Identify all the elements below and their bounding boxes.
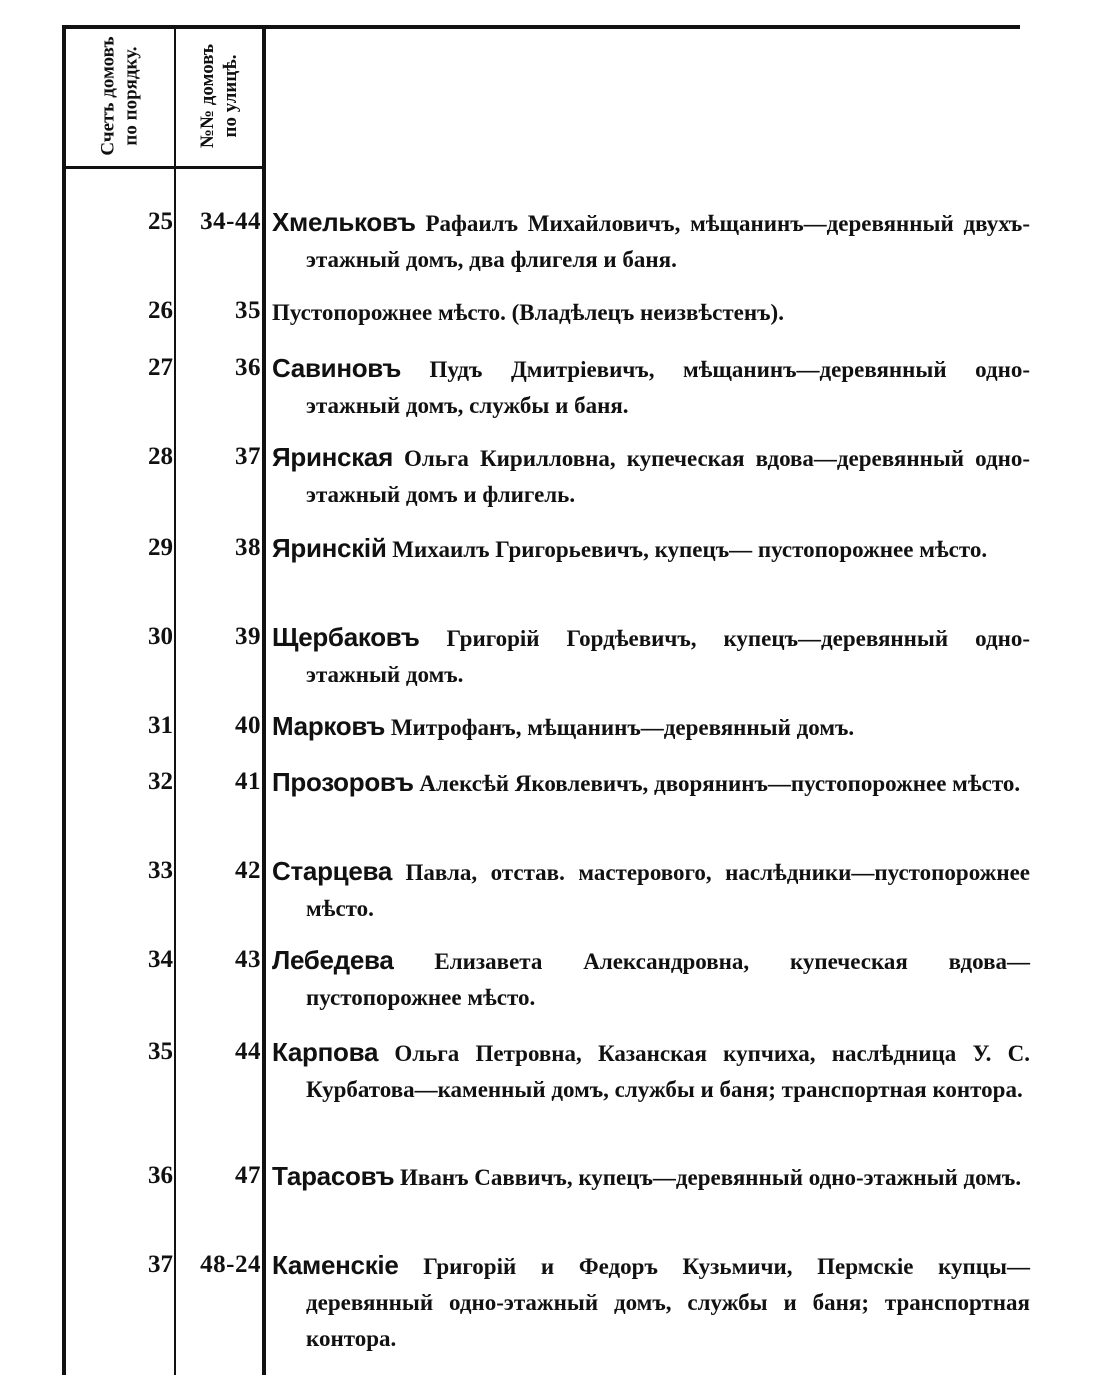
- entry-house-number: 48-24: [200, 1251, 261, 1278]
- entry-house-number: 44: [235, 1038, 261, 1065]
- left-column-rule: [62, 25, 66, 1375]
- owner-name: Старцева: [272, 856, 392, 886]
- entry-text: [272, 1158, 1030, 1196]
- entry-text: [272, 530, 1030, 568]
- entry-description: Митрофанъ, мѣщанинъ—деревянный домъ.: [385, 715, 855, 740]
- owner-name: Карпова: [272, 1037, 379, 1067]
- entry-house-number: 43: [235, 946, 261, 973]
- owner-name: Лебедева: [272, 945, 394, 975]
- top-rule: [62, 25, 1020, 29]
- entry-text: [272, 293, 1030, 331]
- entry-sequence-number: 27: [148, 354, 173, 381]
- entry-description: Елизавета Александровна, купеческая вдова—пустопорожнее мѣсто.: [306, 949, 1030, 1010]
- owner-name: Каменскіе: [272, 1250, 399, 1280]
- entry-sequence-number: 35: [148, 1038, 173, 1065]
- entry-description: Пустопорожнее мѣсто. (Владѣлецъ неизвѣстенъ).: [272, 300, 784, 325]
- entry-house-number: 38: [235, 534, 261, 561]
- owner-name: Яринская: [272, 442, 393, 472]
- entry-description: Алексѣй Яковлевичъ, дворянинъ—пустопорожнее мѣсто.: [413, 771, 1021, 796]
- column-header-house-number-line2: по улицѣ.: [220, 54, 241, 138]
- owner-name: Яринскій: [272, 533, 387, 563]
- entry-house-number: 39: [235, 623, 261, 650]
- entry-sequence-number: 33: [148, 857, 173, 884]
- owner-name: Щербаковъ: [272, 622, 420, 652]
- entry-description: Иванъ Саввичъ, купецъ—деревянный одно-этажный домъ.: [394, 1165, 1022, 1190]
- entry-description: Рафаилъ Михайловичъ, мѣщанинъ—деревянный двухъ-этажный домъ, два флигеля и баня.: [306, 211, 1030, 272]
- entry-sequence-number: 36: [148, 1162, 173, 1189]
- entry-text: [272, 204, 1030, 278]
- entry-text: [272, 619, 1030, 693]
- entry-house-number: 35: [235, 297, 261, 324]
- column-header-sequence-line2: по порядку.: [121, 46, 142, 146]
- entry-text: [272, 942, 1030, 1016]
- column-header-house-number-line1: №№ домовъ: [197, 43, 218, 149]
- entry-sequence-number: 37: [148, 1251, 173, 1278]
- column-header-house-number: [178, 32, 260, 160]
- entry-house-number: 40: [235, 712, 261, 739]
- entry-text: [272, 439, 1030, 513]
- entry-sequence-number: 29: [148, 534, 173, 561]
- owner-name: Прозоровъ: [272, 767, 414, 797]
- entry-house-number: 37: [235, 443, 261, 470]
- entry-description: Пудъ Дмитріевичъ, мѣщанинъ—деревянный одно-этажный домъ, службы и баня.: [306, 357, 1030, 418]
- entry-text: [272, 708, 1030, 746]
- entry-description: Ольга Кирилловна, купеческая вдова—деревянный одно-этажный домъ и флигель.: [306, 446, 1030, 507]
- entry-text: [272, 350, 1030, 424]
- entry-description: Григорій Гордѣевичъ, купецъ—деревянный одно-этажный домъ.: [306, 626, 1030, 687]
- entry-text: [272, 853, 1030, 927]
- entry-house-number: 42: [235, 857, 261, 884]
- entry-text: [272, 1034, 1030, 1108]
- entry-sequence-number: 32: [148, 768, 173, 795]
- entry-house-number: 36: [235, 354, 261, 381]
- entry-description: Григорій и Федоръ Кузьмичи, Пермскіе купцы—деревянный одно-этажный домъ, службы и баня; транспортная контора.: [306, 1254, 1030, 1351]
- entry-text: [272, 1247, 1030, 1357]
- entry-sequence-number: 25: [148, 208, 173, 235]
- entry-sequence-number: 31: [148, 712, 173, 739]
- owner-name: Марковъ: [272, 711, 386, 741]
- entry-description: Ольга Петровна, Казанская купчиха, наслѣдница У. С. Курбатова—каменный домъ, службы и баня; транспортная контора.: [306, 1041, 1030, 1102]
- entry-sequence-number: 28: [148, 443, 173, 470]
- entry-house-number: 47: [235, 1162, 261, 1189]
- entry-text: [272, 764, 1030, 802]
- header-bottom-rule: [62, 166, 266, 169]
- column-header-sequence: [68, 32, 172, 160]
- entry-description: Михаилъ Григорьевичъ, купецъ— пустопорожнее мѣсто.: [386, 537, 988, 562]
- entry-house-number: 34-44: [200, 208, 261, 235]
- owner-name: Савиновъ: [272, 353, 401, 383]
- entry-house-number: 41: [235, 768, 261, 795]
- right-column-rule: [262, 25, 266, 1375]
- owner-name: Тарасовъ: [272, 1161, 395, 1191]
- entry-sequence-number: 26: [148, 297, 173, 324]
- owner-name: Хмельковъ: [272, 207, 416, 237]
- entry-description: Павла, отстав. мастерового, наслѣдники—пустопорожнее мѣсто.: [306, 860, 1030, 921]
- column-header-sequence-line1: Счетъ домовъ: [98, 36, 119, 156]
- entry-sequence-number: 30: [148, 623, 173, 650]
- entry-sequence-number: 34: [148, 946, 173, 973]
